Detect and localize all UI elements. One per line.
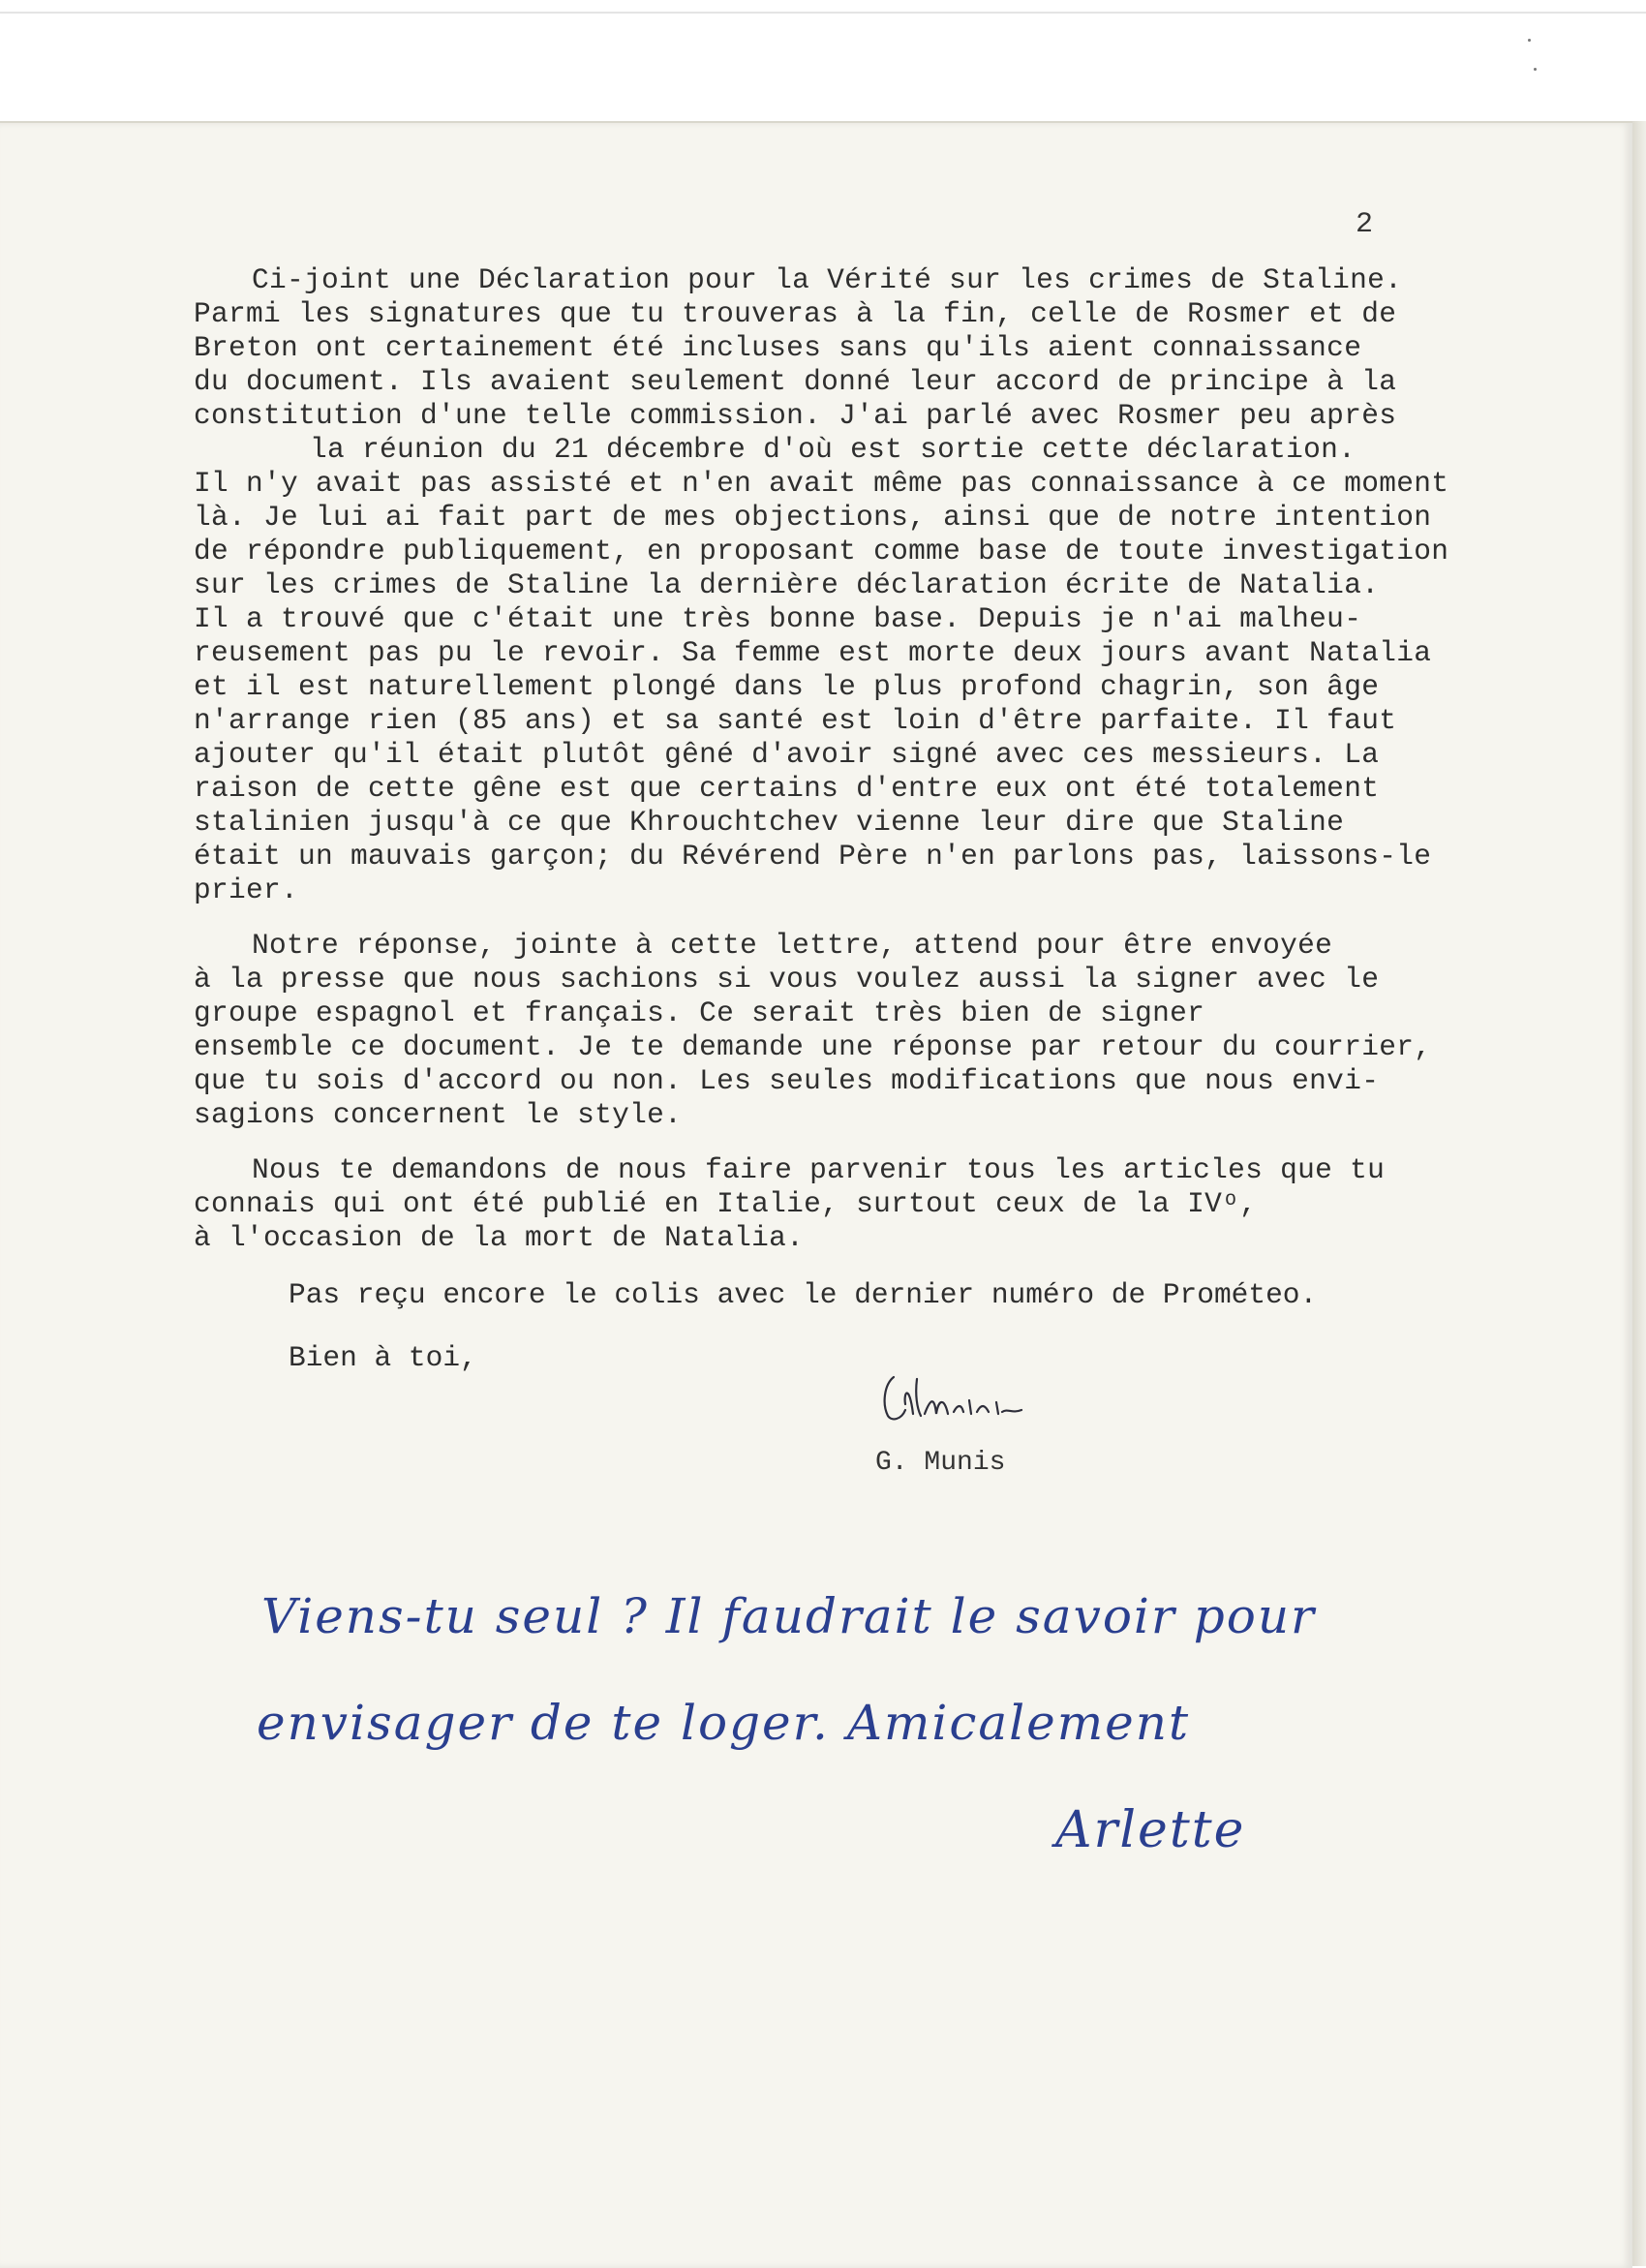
paragraph-1 (194, 263, 1617, 907)
text-line: stalinien jusqu'à ce que Khrouchtchev vienne leur dire que Staline (194, 806, 1345, 839)
text-line: raison de cette gêne est que certains d'entre eux ont été totalement (194, 772, 1380, 805)
text-line: ensemble ce document. Je te demande une réponse par retour du courrier, (194, 1030, 1432, 1063)
text-line: reusement pas pu le revoir. Sa femme est morte deux jours avant Natalia (194, 636, 1432, 669)
text-line: et il est naturellement plongé dans le plus profond chagrin, son âge (194, 670, 1380, 703)
page-number: 2 (1356, 208, 1374, 241)
text-line: Parmi les signatures que tu trouveras à la fin, celle de Rosmer et de (194, 297, 1397, 330)
text-line: Il n'y avait pas assisté et n'en avait même pas connaissance à ce moment (194, 467, 1449, 500)
text-line: de répondre publiquement, en proposant comme base de toute investigation (194, 535, 1449, 567)
text-line: Il a trouvé que c'était une très bonne base. Depuis je n'ai malheu- (194, 602, 1362, 635)
text-line: constitution d'une telle commission. J'ai parlé avec Rosmer peu après (194, 399, 1397, 432)
handwritten-note-line: envisager de te loger. Amicalement (257, 1695, 1191, 1751)
text-line: prier. (194, 873, 299, 906)
text-line: là. Je lui ai fait part de mes objections, ainsi que de notre intention (194, 501, 1432, 534)
text-line: Nous te demandons de nous faire parvenir tous les articles que tu (252, 1153, 1386, 1186)
text-line: ajouter qu'il était plutôt gêné d'avoir signé avec ces messieurs. La (194, 738, 1380, 771)
text-line: était un mauvais garçon; du Révérend Père n'en parlons pas, laissons-le (194, 840, 1432, 873)
text-line: n'arrange rien (85 ans) et sa santé est loin d'être parfaite. Il faut (194, 704, 1397, 737)
dust-speck (1528, 39, 1531, 42)
top-edge-line (0, 12, 1646, 14)
text-line: du document. Ils avaient seulement donné leur accord de principe à la (194, 365, 1397, 398)
letter-body (194, 263, 1617, 1255)
postscript-line: Pas reçu encore le colis avec le dernier numéro de Prométeo. (289, 1278, 1318, 1311)
handwritten-signature-mark (876, 1365, 1060, 1443)
text-line: Breton ont certainement été incluses sans qu'ils aient connaissance (194, 331, 1362, 364)
text-line: sagions concernent le style. (194, 1098, 683, 1131)
text-line: à l'occasion de la mort de Natalia. (194, 1221, 805, 1254)
paragraph-2 (194, 929, 1617, 1132)
handwritten-signature: Arlette (1055, 1801, 1246, 1859)
text-line: à la presse que nous sachions si vous voulez aussi la signer avec le (194, 963, 1380, 996)
text-line: groupe espagnol et français. Ce serait très bien de signer (194, 996, 1205, 1029)
text-line: connais qui ont été publié en Italie, surtout ceux de la IVᵒ, (194, 1187, 1258, 1220)
text-line: la réunion du 21 décembre d'où est sortie cette déclaration. (310, 433, 1356, 466)
handwritten-note-line: Viens-tu seul ? Il faudrait le savoir pour (261, 1588, 1316, 1644)
paragraph-3 (194, 1153, 1617, 1255)
signer-name: G. Munis (875, 1448, 1006, 1478)
dust-speck (1534, 68, 1537, 71)
text-line: que tu sois d'accord ou non. Les seules modifications que nous envi- (194, 1064, 1380, 1097)
text-line: Ci-joint une Déclaration pour la Vérité sur les crimes de Staline. (252, 263, 1403, 296)
paper-right-edge (1632, 121, 1646, 2266)
text-line: Notre réponse, jointe à cette lettre, attend pour être envoyée (252, 929, 1333, 962)
text-line: sur les crimes de Staline la dernière déclaration écrite de Natalia. (194, 568, 1380, 601)
closing-salutation: Bien à toi, (289, 1341, 477, 1374)
